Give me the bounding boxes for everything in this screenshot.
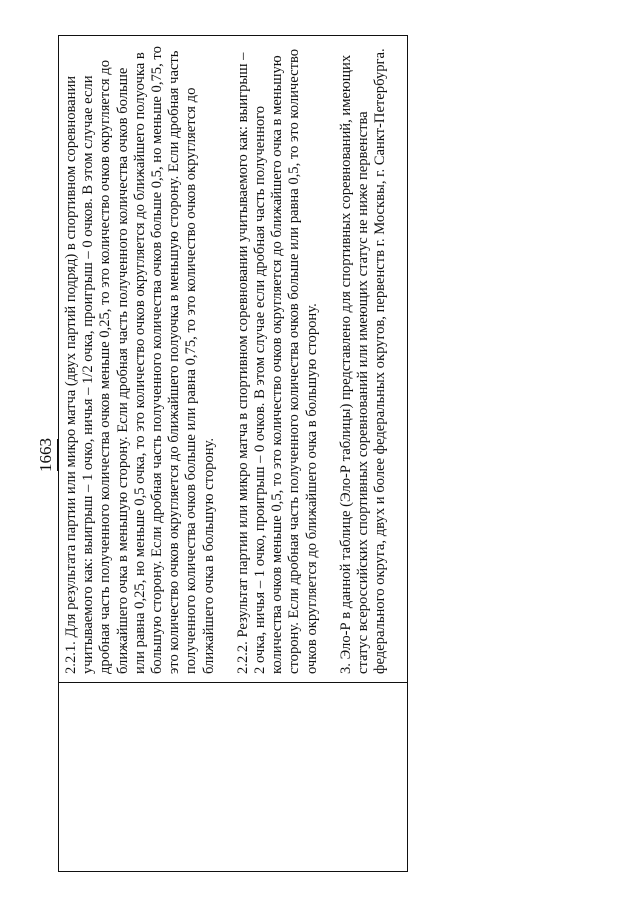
page-number: 1663 (36, 435, 56, 475)
paragraph-3: 3. Эло-Р в данной таблице (Эло-Р таблицы) представлено для спортивных соревнований, имеющих статус всероссийских спортивных соревнований или имеющих статус не ниже первенства федерального округа, двух и более федеральных округов, первенств г. Москвы, г. Санкт-Петербурга. (337, 48, 389, 674)
document-table (58, 35, 408, 872)
paragraph-2-2-2: 2.2.2. Результат партии или микро матча в спортивном соревновании учитываемого как: выигрыш – 2 очка, ничья – 1 очко, проигрыш – 0 очков. В этом случае если дробная часть полученного количества очков меньше 0,5, то это количество очков округляется до ближайшего очка в меньшую сторону. Если дробная часть полученного количества очков больше или равна 0,5, то это количество очков округляется до ближайшего очка в большую сторону. (234, 48, 320, 674)
table-right-column (59, 36, 407, 682)
table-left-column-empty (59, 682, 407, 871)
paragraph-2-2-1: 2.2.1. Для результата партии или микро матча (двух партий подряд) в спортивном соревновании учитываемого как: выигрыш – 1 очко, ничья – 1/2 очка, проигрыш – 0 очков. В этом случае если дробная часть полученного количества очков меньше 0,25, то это количество очков округляется до ближайшего очка в меньшую сторону. Если дробная часть полученного количества очков больше или равна 0,25, но меньше 0,5 очка, то это количество очков округляется до ближайшего полуочка в большую сторону. Если дробная часть полученного количества очков больше 0,5, но меньше 0,75, то это количество очков округляется до ближайшего полуочка в меньшую сторону. Если дробная часть полученного количества очков больше или равна 0,75, то это количество очков округляется до ближайшего очка в большую сторону. (63, 46, 217, 674)
